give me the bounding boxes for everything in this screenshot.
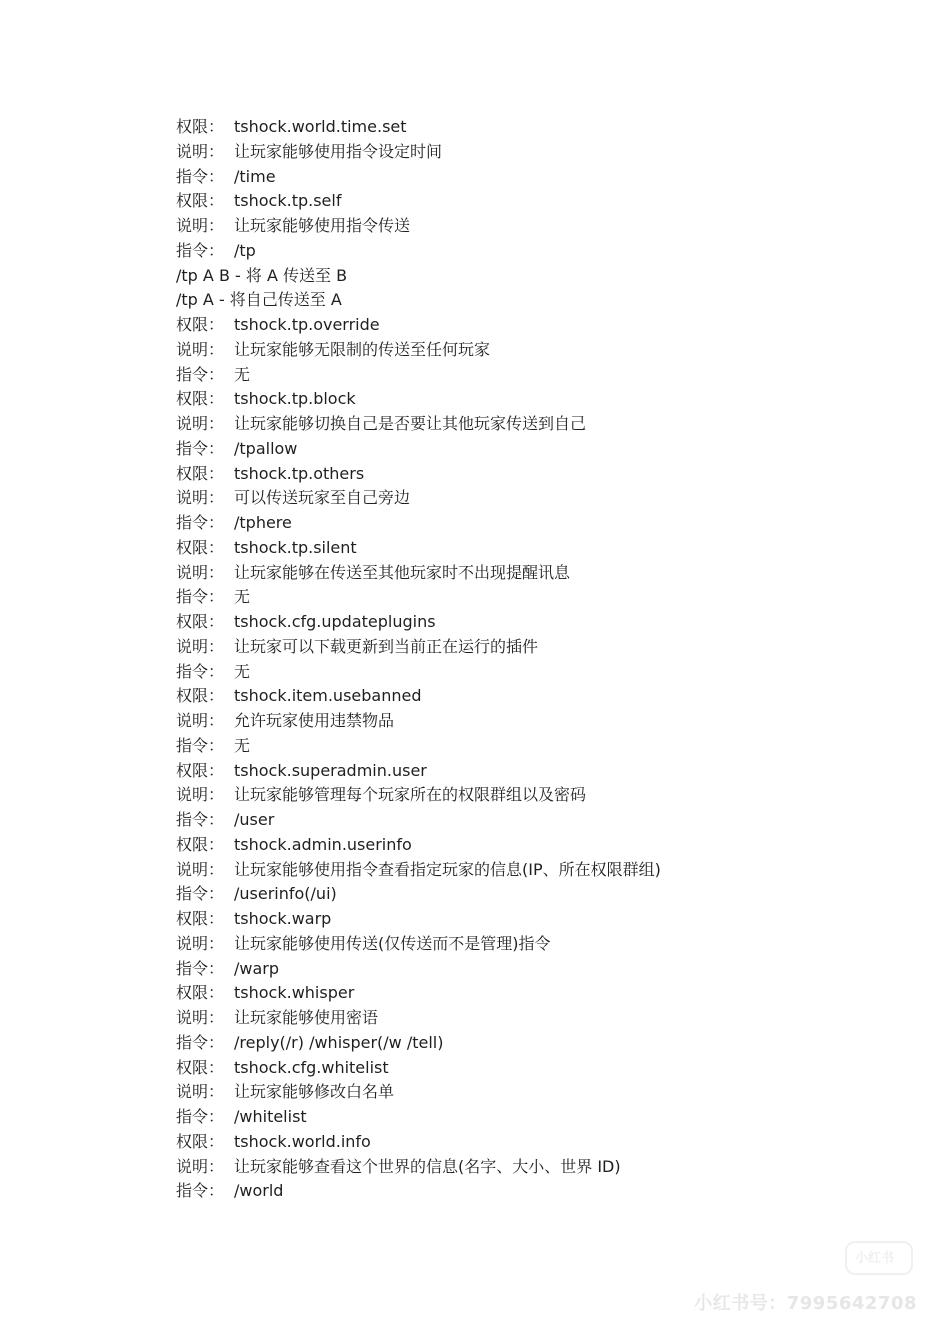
field-value: tshock.world.time.set <box>234 117 407 136</box>
field-label: 说明： <box>176 711 225 730</box>
doc-line <box>176 585 876 610</box>
field-value: /tpallow <box>234 438 298 458</box>
doc-line <box>176 412 876 437</box>
field-label: 指令： <box>176 513 225 532</box>
field-label: 权限： <box>176 389 225 409</box>
field-value: 无 <box>234 735 251 755</box>
doc-line <box>176 189 876 214</box>
doc-line <box>176 783 876 808</box>
field-label: 指令： <box>176 1107 225 1126</box>
field-label: 指令： <box>176 240 225 260</box>
field-label: 说明： <box>176 488 225 508</box>
field-label: 指令： <box>176 364 225 384</box>
field-label: 权限： <box>176 760 225 780</box>
doc-line <box>176 387 876 412</box>
field-value: tshock.item.usebanned <box>234 686 422 706</box>
field-value: 无 <box>234 661 251 681</box>
watermark-logo <box>845 1241 913 1275</box>
doc-line <box>176 561 876 586</box>
field-label: 说明： <box>176 1156 225 1176</box>
field-label: 说明： <box>176 339 225 359</box>
doc-line <box>176 1130 876 1155</box>
field-label: 说明： <box>176 1008 225 1027</box>
field-label: 指令： <box>176 166 225 186</box>
field-label: 权限： <box>176 315 225 334</box>
field-value: 允许玩家使用违禁物品 <box>234 711 395 730</box>
field-value: 让玩家能够使用指令传送 <box>234 216 411 235</box>
watermark: 小红书号：7995642708 <box>694 1293 917 1314</box>
field-label: 权限： <box>176 537 225 557</box>
doc-line <box>176 140 876 165</box>
field-label: 说明： <box>176 414 225 433</box>
doc-line <box>176 239 876 264</box>
field-label: 权限： <box>176 834 225 854</box>
field-value: 让玩家能够使用传送(仅传送而不是管理)指令 <box>234 933 551 953</box>
field-label: 权限： <box>176 117 225 136</box>
doc-line <box>176 759 876 784</box>
field-value: /userinfo(/ui) <box>234 884 337 904</box>
doc-line <box>176 115 876 140</box>
doc-line <box>176 610 876 635</box>
field-label: 指令： <box>176 1032 225 1052</box>
doc-line <box>176 264 876 289</box>
field-label: 说明： <box>176 933 225 953</box>
doc-line <box>176 957 876 982</box>
field-label: 说明： <box>176 141 225 161</box>
field-label: 指令： <box>176 884 225 904</box>
doc-line <box>176 858 876 883</box>
field-value: tshock.whisper <box>234 983 355 1003</box>
field-label: 权限： <box>176 686 225 706</box>
field-value: 让玩家能够使用密语 <box>234 1008 379 1027</box>
field-value: 让玩家能够查看这个世界的信息(名字、大小、世界 ID) <box>234 1156 621 1176</box>
field-label: 说明： <box>176 216 225 235</box>
doc-line <box>176 684 876 709</box>
doc-line <box>176 709 876 734</box>
doc-line <box>176 1105 876 1130</box>
document-body <box>176 115 876 1204</box>
doc-line <box>176 1056 876 1081</box>
field-value: /time <box>234 166 276 186</box>
plain-text: /tp A B - 将 A 传送至 B <box>176 265 348 285</box>
field-value: 让玩家可以下载更新到当前正在运行的插件 <box>234 636 539 656</box>
doc-line <box>176 660 876 685</box>
doc-line <box>176 1080 876 1105</box>
field-value: 无 <box>234 587 251 607</box>
field-value: tshock.superadmin.user <box>234 760 427 780</box>
doc-line <box>176 734 876 759</box>
field-value: /world <box>234 1181 284 1201</box>
doc-line <box>176 462 876 487</box>
doc-line <box>176 907 876 932</box>
field-value: tshock.tp.self <box>234 191 342 211</box>
field-value: 让玩家能够切换自己是否要让其他玩家传送到自己 <box>234 414 587 433</box>
field-label: 指令： <box>176 810 225 829</box>
doc-line <box>176 833 876 858</box>
field-label: 说明： <box>176 636 225 656</box>
doc-line <box>176 1179 876 1204</box>
field-label: 说明： <box>176 562 225 582</box>
field-label: 指令： <box>176 438 225 458</box>
doc-line <box>176 1006 876 1031</box>
field-label: 指令： <box>176 735 225 755</box>
field-value: /tphere <box>234 513 292 532</box>
field-label: 权限： <box>176 983 225 1003</box>
field-value: tshock.warp <box>234 909 332 928</box>
watermark-logo-text: 小红书 <box>855 1251 895 1266</box>
doc-line <box>176 635 876 660</box>
field-label: 说明： <box>176 1082 225 1102</box>
field-value: tshock.tp.others <box>234 463 365 483</box>
field-label: 指令： <box>176 587 225 607</box>
field-value: /user <box>234 810 275 829</box>
field-label: 权限： <box>176 463 225 483</box>
field-label: 权限： <box>176 1057 225 1077</box>
doc-line <box>176 165 876 190</box>
field-value: /tp <box>234 240 256 260</box>
field-value: 可以传送玩家至自己旁边 <box>234 488 411 508</box>
doc-line <box>176 313 876 338</box>
field-value: tshock.tp.override <box>234 315 380 334</box>
field-label: 权限： <box>176 1131 225 1151</box>
field-label: 指令： <box>176 958 225 978</box>
doc-line <box>176 932 876 957</box>
doc-line <box>176 882 876 907</box>
field-label: 指令： <box>176 661 225 681</box>
doc-line <box>176 338 876 363</box>
field-value: 让玩家能够修改白名单 <box>234 1082 395 1102</box>
field-value: tshock.cfg.whitelist <box>234 1057 389 1077</box>
field-value: tshock.world.info <box>234 1131 371 1151</box>
field-value: 让玩家能够在传送至其他玩家时不出现提醒讯息 <box>234 562 571 582</box>
field-value: 让玩家能够使用指令设定时间 <box>234 141 443 161</box>
field-value: /reply(/r) /whisper(/w /tell) <box>234 1032 444 1052</box>
field-label: 说明： <box>176 859 225 879</box>
doc-line <box>176 808 876 833</box>
field-label: 指令： <box>176 1181 225 1201</box>
field-label: 权限： <box>176 909 225 928</box>
doc-line <box>176 981 876 1006</box>
doc-line <box>176 1155 876 1180</box>
field-value: 无 <box>234 364 251 384</box>
doc-line <box>176 536 876 561</box>
doc-line <box>176 511 876 536</box>
doc-line <box>176 214 876 239</box>
doc-line <box>176 363 876 388</box>
doc-line <box>176 486 876 511</box>
doc-line <box>176 437 876 462</box>
field-value: /warp <box>234 958 280 978</box>
plain-text: /tp A - 将自己传送至 A <box>176 290 342 310</box>
field-value: tshock.cfg.updateplugins <box>234 612 436 631</box>
doc-line <box>176 288 876 313</box>
field-value: 让玩家能够管理每个玩家所在的权限群组以及密码 <box>234 785 587 805</box>
field-value: 让玩家能够使用指令查看指定玩家的信息(IP、所在权限群组) <box>234 859 661 879</box>
doc-line <box>176 1031 876 1056</box>
field-value: tshock.admin.userinfo <box>234 834 412 854</box>
field-value: /whitelist <box>234 1107 307 1126</box>
field-label: 权限： <box>176 612 225 631</box>
field-value: tshock.tp.silent <box>234 537 357 557</box>
field-value: 让玩家能够无限制的传送至任何玩家 <box>234 339 491 359</box>
field-label: 权限： <box>176 191 225 211</box>
field-value: tshock.tp.block <box>234 389 356 409</box>
field-label: 说明： <box>176 785 225 805</box>
